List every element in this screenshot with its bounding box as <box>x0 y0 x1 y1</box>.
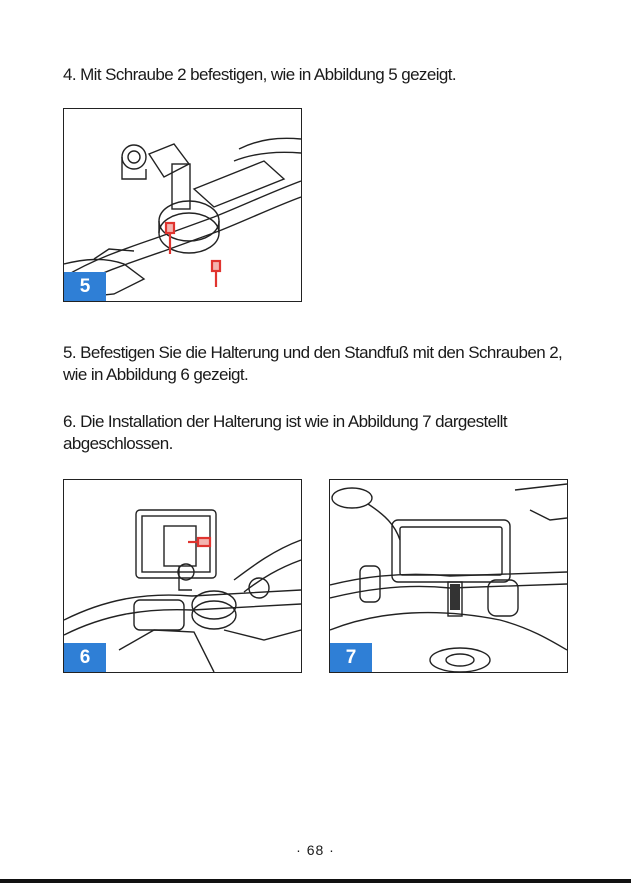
step-4-text: 4. Mit Schraube 2 befestigen, wie in Abbildung 5 gezeigt. <box>63 65 456 84</box>
red-screws <box>166 223 220 287</box>
figure-6-badge: 6 <box>64 643 106 672</box>
figure-6-bracket-attachment <box>63 479 302 673</box>
red-screws <box>188 538 210 546</box>
figure-5-badge: 5 <box>64 272 106 301</box>
page-number: · 68 · <box>296 842 335 858</box>
step-6-text: 6. Die Installation der Halterung ist wie in Abbildung 7 dargestellt abgeschlossen. <box>63 412 507 453</box>
step-5-text: 5. Befestigen Sie die Halterung und den Standfuß mit den Schrauben 2, wie in Abbildung 6 gezeigt. <box>63 343 563 384</box>
figure-7-installed-display <box>329 479 568 673</box>
figure-7-badge: 7 <box>330 643 372 672</box>
figure-5-mount-clamp-screws <box>63 108 302 302</box>
bottom-rule <box>0 879 631 883</box>
